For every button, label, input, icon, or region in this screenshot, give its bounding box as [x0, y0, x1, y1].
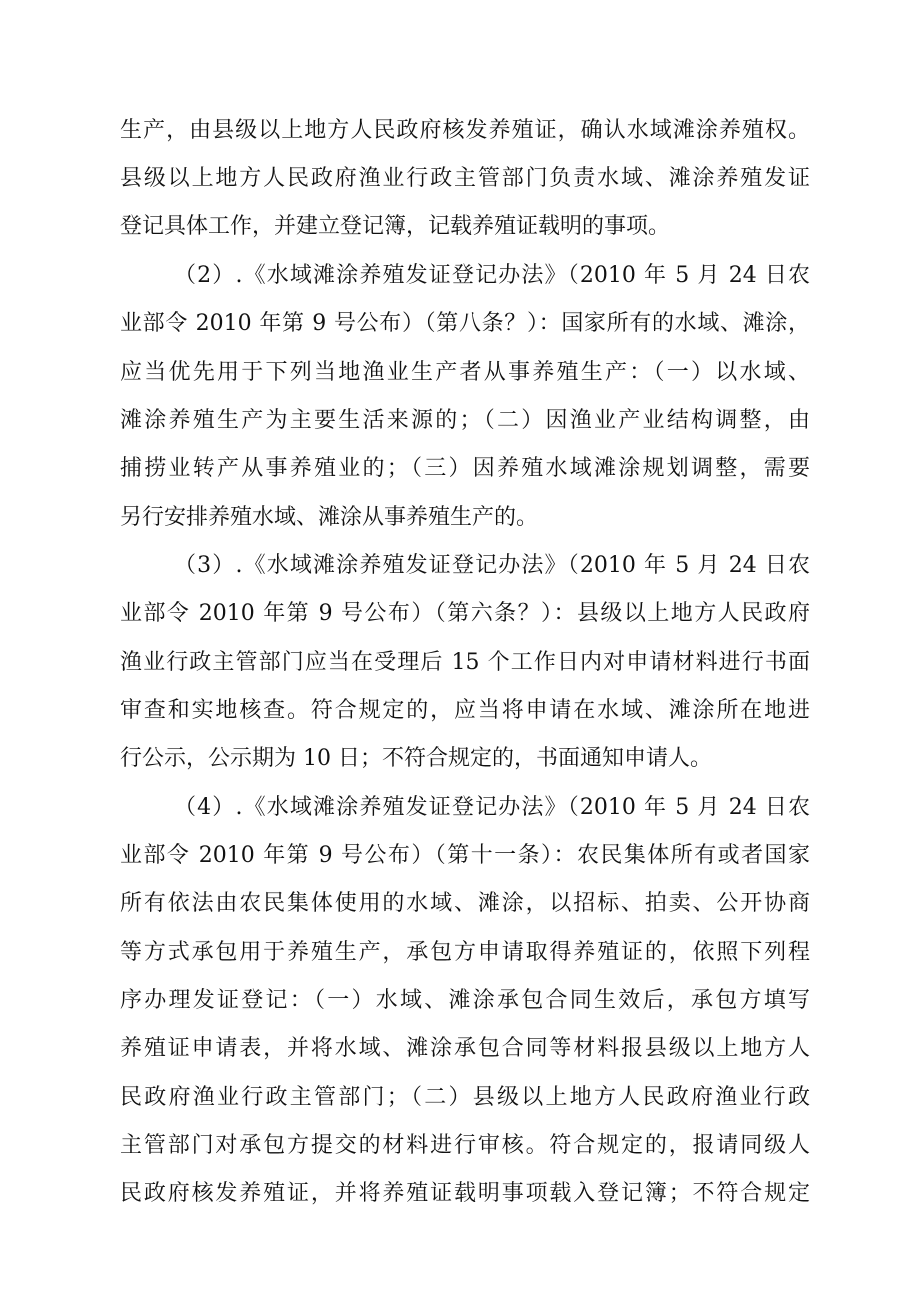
text-line: 民政府核发养殖证，并将养殖证载明事项载入登记簿；不符合规定 [120, 1181, 810, 1206]
text-line: 捕捞业转产从事养殖业的；（三）因养殖水域滩涂规划调整，需要 [120, 456, 810, 481]
text-line: 生产，由县级以上地方人民政府核发养殖证，确认水域滩涂养殖权。 [120, 118, 810, 143]
text-line: 等方式承包用于养殖生产，承包方申请取得养殖证的，依照下列程 [120, 940, 810, 965]
text-line: 行公示，公示期为 10 日；不符合规定的，书面通知申请人。 [120, 746, 712, 771]
text-line: （3）.《水域滩涂养殖发证登记办法》（2010 年 5 月 24 日农 [174, 553, 810, 578]
text-line: 县级以上地方人民政府渔业行政主管部门负责水域、滩涂养殖发证 [120, 166, 810, 191]
text-line: 应当优先用于下列当地渔业生产者从事养殖生产：（一）以水域、 [120, 360, 810, 385]
text-line: 业部令 2010 年第 9 号公布）（第十一条）：农民集体所有或者国家 [120, 843, 810, 868]
text-line: 登记具体工作，并建立登记簿，记载养殖证载明的事项。 [120, 214, 671, 239]
text-line: 所有依法由农民集体使用的水域、滩涂，以招标、拍卖、公开协商 [120, 891, 810, 916]
text-line: 民政府渔业行政主管部门；（二）县级以上地方人民政府渔业行政 [120, 1085, 810, 1110]
text-line: （4）.《水域滩涂养殖发证登记办法》（2010 年 5 月 24 日农 [174, 795, 810, 820]
text-line: 业部令 2010 年第 9 号公布）（第六条？）：县级以上地方人民政府 [120, 601, 810, 626]
text-line: 业部令 2010 年第 9 号公布）（第八条？）：国家所有的水域、滩涂， [120, 311, 810, 336]
text-line: 序办理发证登记：（一）水域、滩涂承包合同生效后，承包方填写 [120, 988, 810, 1013]
text-line: 滩涂养殖生产为主要生活来源的；（二）因渔业产业结构调整，由 [120, 408, 810, 433]
text-line: 主管部门对承包方提交的材料进行审核。符合规定的，报请同级人 [120, 1133, 810, 1158]
text-line: 渔业行政主管部门应当在受理后 15 个工作日内对申请材料进行书面 [120, 650, 810, 675]
text-line: 另行安排养殖水域、滩涂从事养殖生产的。 [120, 505, 539, 530]
text-line: （2）.《水域滩涂养殖发证登记办法》（2010 年 5 月 24 日农 [174, 263, 810, 288]
text-line: 养殖证申请表，并将水域、滩涂承包合同等材料报县级以上地方人 [120, 1036, 810, 1061]
text-line: 审查和实地核查。符合规定的，应当将申请在水域、滩涂所在地进 [120, 698, 810, 723]
